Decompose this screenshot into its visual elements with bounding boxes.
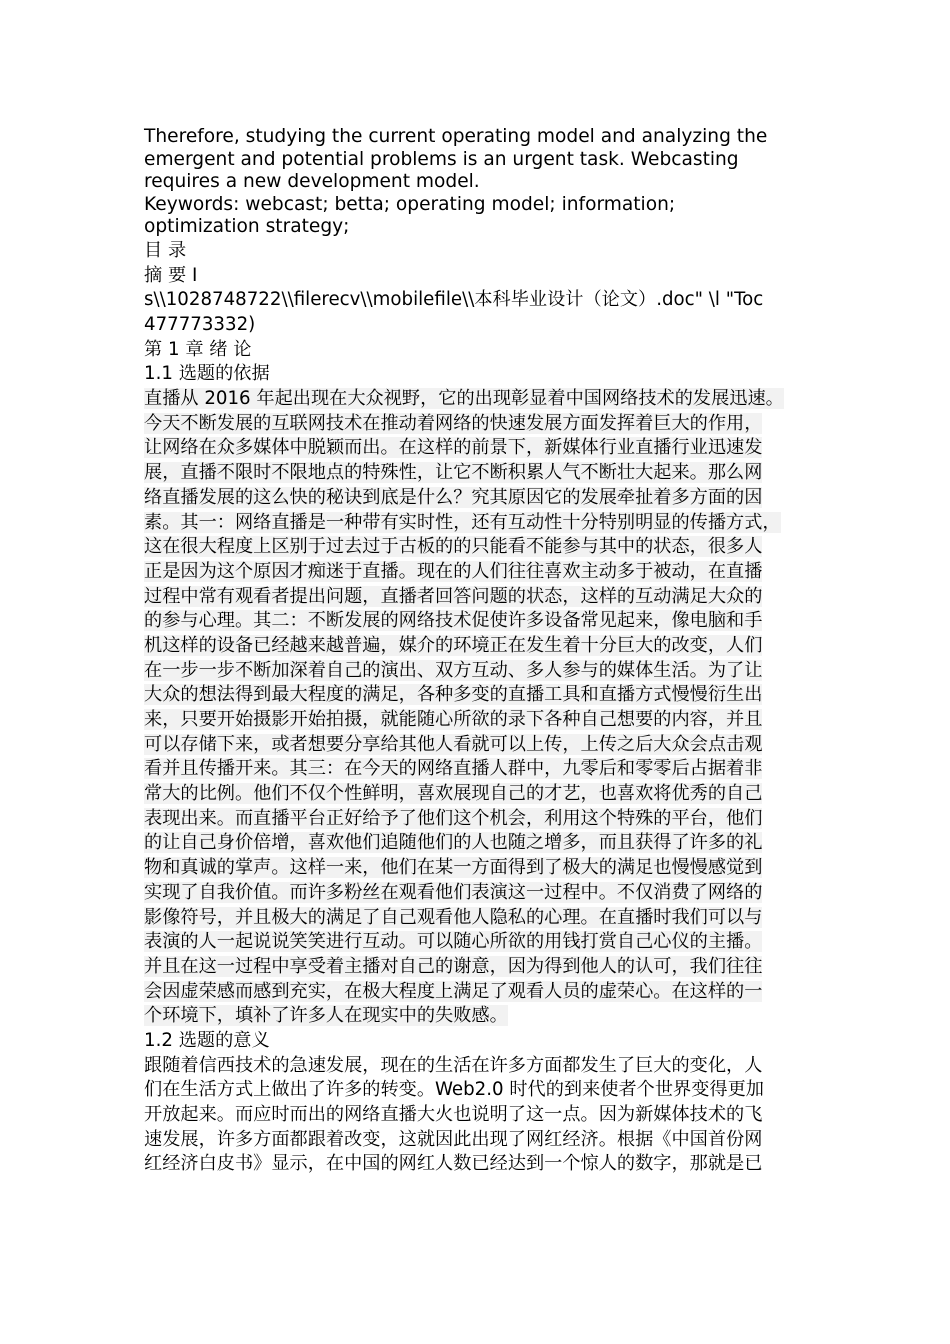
- paragraph-line: 直播从 2016 年起出现在大众视野，它的出现彰显着中国网络技术的发展迅速。: [144, 388, 784, 410]
- abstract-line: Therefore, studying the current operating model and analyzing the: [144, 126, 768, 147]
- section-1-2: [144, 1029, 814, 1177]
- section-1-1-body: [144, 387, 814, 1029]
- paragraph-line: 让网络在众多媒体中脱颖而出。在这样的前景下，新媒体行业直播行业迅速发: [144, 437, 763, 459]
- paragraph-line: 实现了自我价值。而许多粉丝在观看他们表演这一过程中。不仅消费了网络的: [144, 881, 763, 903]
- toc-title: 目 录: [144, 239, 187, 261]
- paragraph-line: 表演的人一起说说笑笑进行互动。可以随心所欲的用钱打赏自己心仪的主播。: [144, 931, 763, 953]
- paragraph-line: 络直播发展的这么快的秘诀到底是什么？究其原因它的发展牵扯着多方面的因: [144, 486, 763, 508]
- abstract-line: emergent and potential problems is an urgent task. Webcasting: [144, 148, 739, 170]
- paragraph-line: 物和真诚的掌声。这样一来，他们在某一方面得到了极大的满足也慢慢感觉到: [144, 857, 763, 879]
- toc-field-code[interactable]: s\\1028748722\\filerecv\\mobilefile\\本科毕业设计（论文）.doc" \l "Toc: [144, 289, 764, 311]
- section-heading: 1.2 选题的意义: [144, 1029, 270, 1051]
- document-page: [144, 126, 814, 1177]
- paragraph-line: 的让自己身价倍增，喜欢他们追随他们的人也随之增多，而且获得了许多的礼: [144, 832, 763, 854]
- paragraph-line: 展，直播不限时不限地点的特殊性，让它不断积累人气不断壮大起来。那么网: [144, 462, 763, 484]
- paragraph-line: 影像符号，并且极大的满足了自己观看他人隐私的心理。在直播时我们可以与: [144, 906, 763, 928]
- keywords-line: Keywords: webcast; betta; operating model; information;: [144, 193, 676, 215]
- toc-entry-section-1-1[interactable]: 1.1 选题的依据: [144, 363, 270, 385]
- paragraph-line: 来，只要开始摄影开始拍摄，就能随心所欲的录下各种自己想要的内容，并且: [144, 709, 763, 731]
- paragraph-line: 正是因为这个原因才痴迷于直播。现在的人们往往喜欢主动多于被动，在直播: [144, 560, 763, 582]
- english-abstract: [144, 126, 814, 239]
- toc-field-code[interactable]: 477773332): [144, 314, 256, 336]
- paragraph-line: 的参与心理。其二：不断发展的网络技术促使许多设备常见起来，像电脑和手: [144, 610, 763, 632]
- paragraph-line: 红经济白皮书》显示，在中国的网红人数已经达到一个惊人的数字，那就是已: [144, 1153, 763, 1175]
- toc-entry-abstract[interactable]: 摘 要 I: [144, 264, 198, 286]
- paragraph-line: 常大的比例。他们不仅个性鲜明，喜欢展现自己的才艺，也喜欢将优秀的自己: [144, 783, 763, 805]
- paragraph-line: 素。其一：网络直播是一种带有实时性，还有互动性十分特别明显的传播方式，: [144, 511, 781, 533]
- paragraph-line: 可以存储下来，或者想要分享给其他人看就可以上传，上传之后大众会点击观: [144, 733, 763, 755]
- table-of-contents: [144, 239, 814, 387]
- toc-entry-chapter-1[interactable]: 第 1 章 绪 论: [144, 338, 252, 360]
- paragraph-line: 今天不断发展的互联网技术在推动着网络的快速发展方面发挥着巨大的作用，: [144, 412, 763, 434]
- paragraph-line: 跟随着信西技术的急速发展，现在的生活在许多方面都发生了巨大的变化，人: [144, 1054, 763, 1076]
- paragraph-line: 大众的想法得到最大程度的满足，各种多变的直播工具和直播方式慢慢衍生出: [144, 684, 763, 706]
- paragraph-line: 们在生活方式上做出了许多的转变。Web2.0 时代的到来使者个世界变得更加: [144, 1079, 764, 1101]
- paragraph-line: 会因虚荣感而感到充实，在极大程度上满足了观看人员的虚荣心。在这样的一: [144, 980, 763, 1002]
- paragraph-line: 看并且传播开来。其三：在今天的网络直播人群中，九零后和零零后占据着非: [144, 758, 763, 780]
- paragraph-line: 速发展，许多方面都跟着改变，这就因此出现了网红经济。根据《中国首份网: [144, 1128, 763, 1150]
- paragraph-line: 开放起来。而应时而出的网络直播大火也说明了这一点。因为新媒体技术的飞: [144, 1104, 763, 1126]
- paragraph-line: 这在很大程度上区别于过去过于古板的的只能看不能参与其中的状态，很多人: [144, 536, 763, 558]
- abstract-line: requires a new development model.: [144, 171, 480, 193]
- paragraph-line: 过程中常有观看者提出问题，直播者回答问题的状态，这样的互动满足大众的: [144, 585, 763, 607]
- paragraph-line: 在一步一步不断加深着自己的演出、双方互动、多人参与的媒体生活。为了让: [144, 659, 763, 681]
- paragraph-line: 并且在这一过程中享受着主播对自己的谢意，因为得到他人的认可，我们往往: [144, 955, 763, 977]
- paragraph-line: 表现出来。而直播平台正好给予了他们这个机会，利用这个特殊的平台，他们: [144, 807, 763, 829]
- paragraph-line: 机这样的设备已经越来越普遍，媒介的环境正在发生着十分巨大的改变，人们: [144, 634, 763, 656]
- keywords-line: optimization strategy;: [144, 216, 350, 238]
- paragraph-line: 个环境下，填补了许多人在现实中的失败感。: [144, 1005, 508, 1027]
